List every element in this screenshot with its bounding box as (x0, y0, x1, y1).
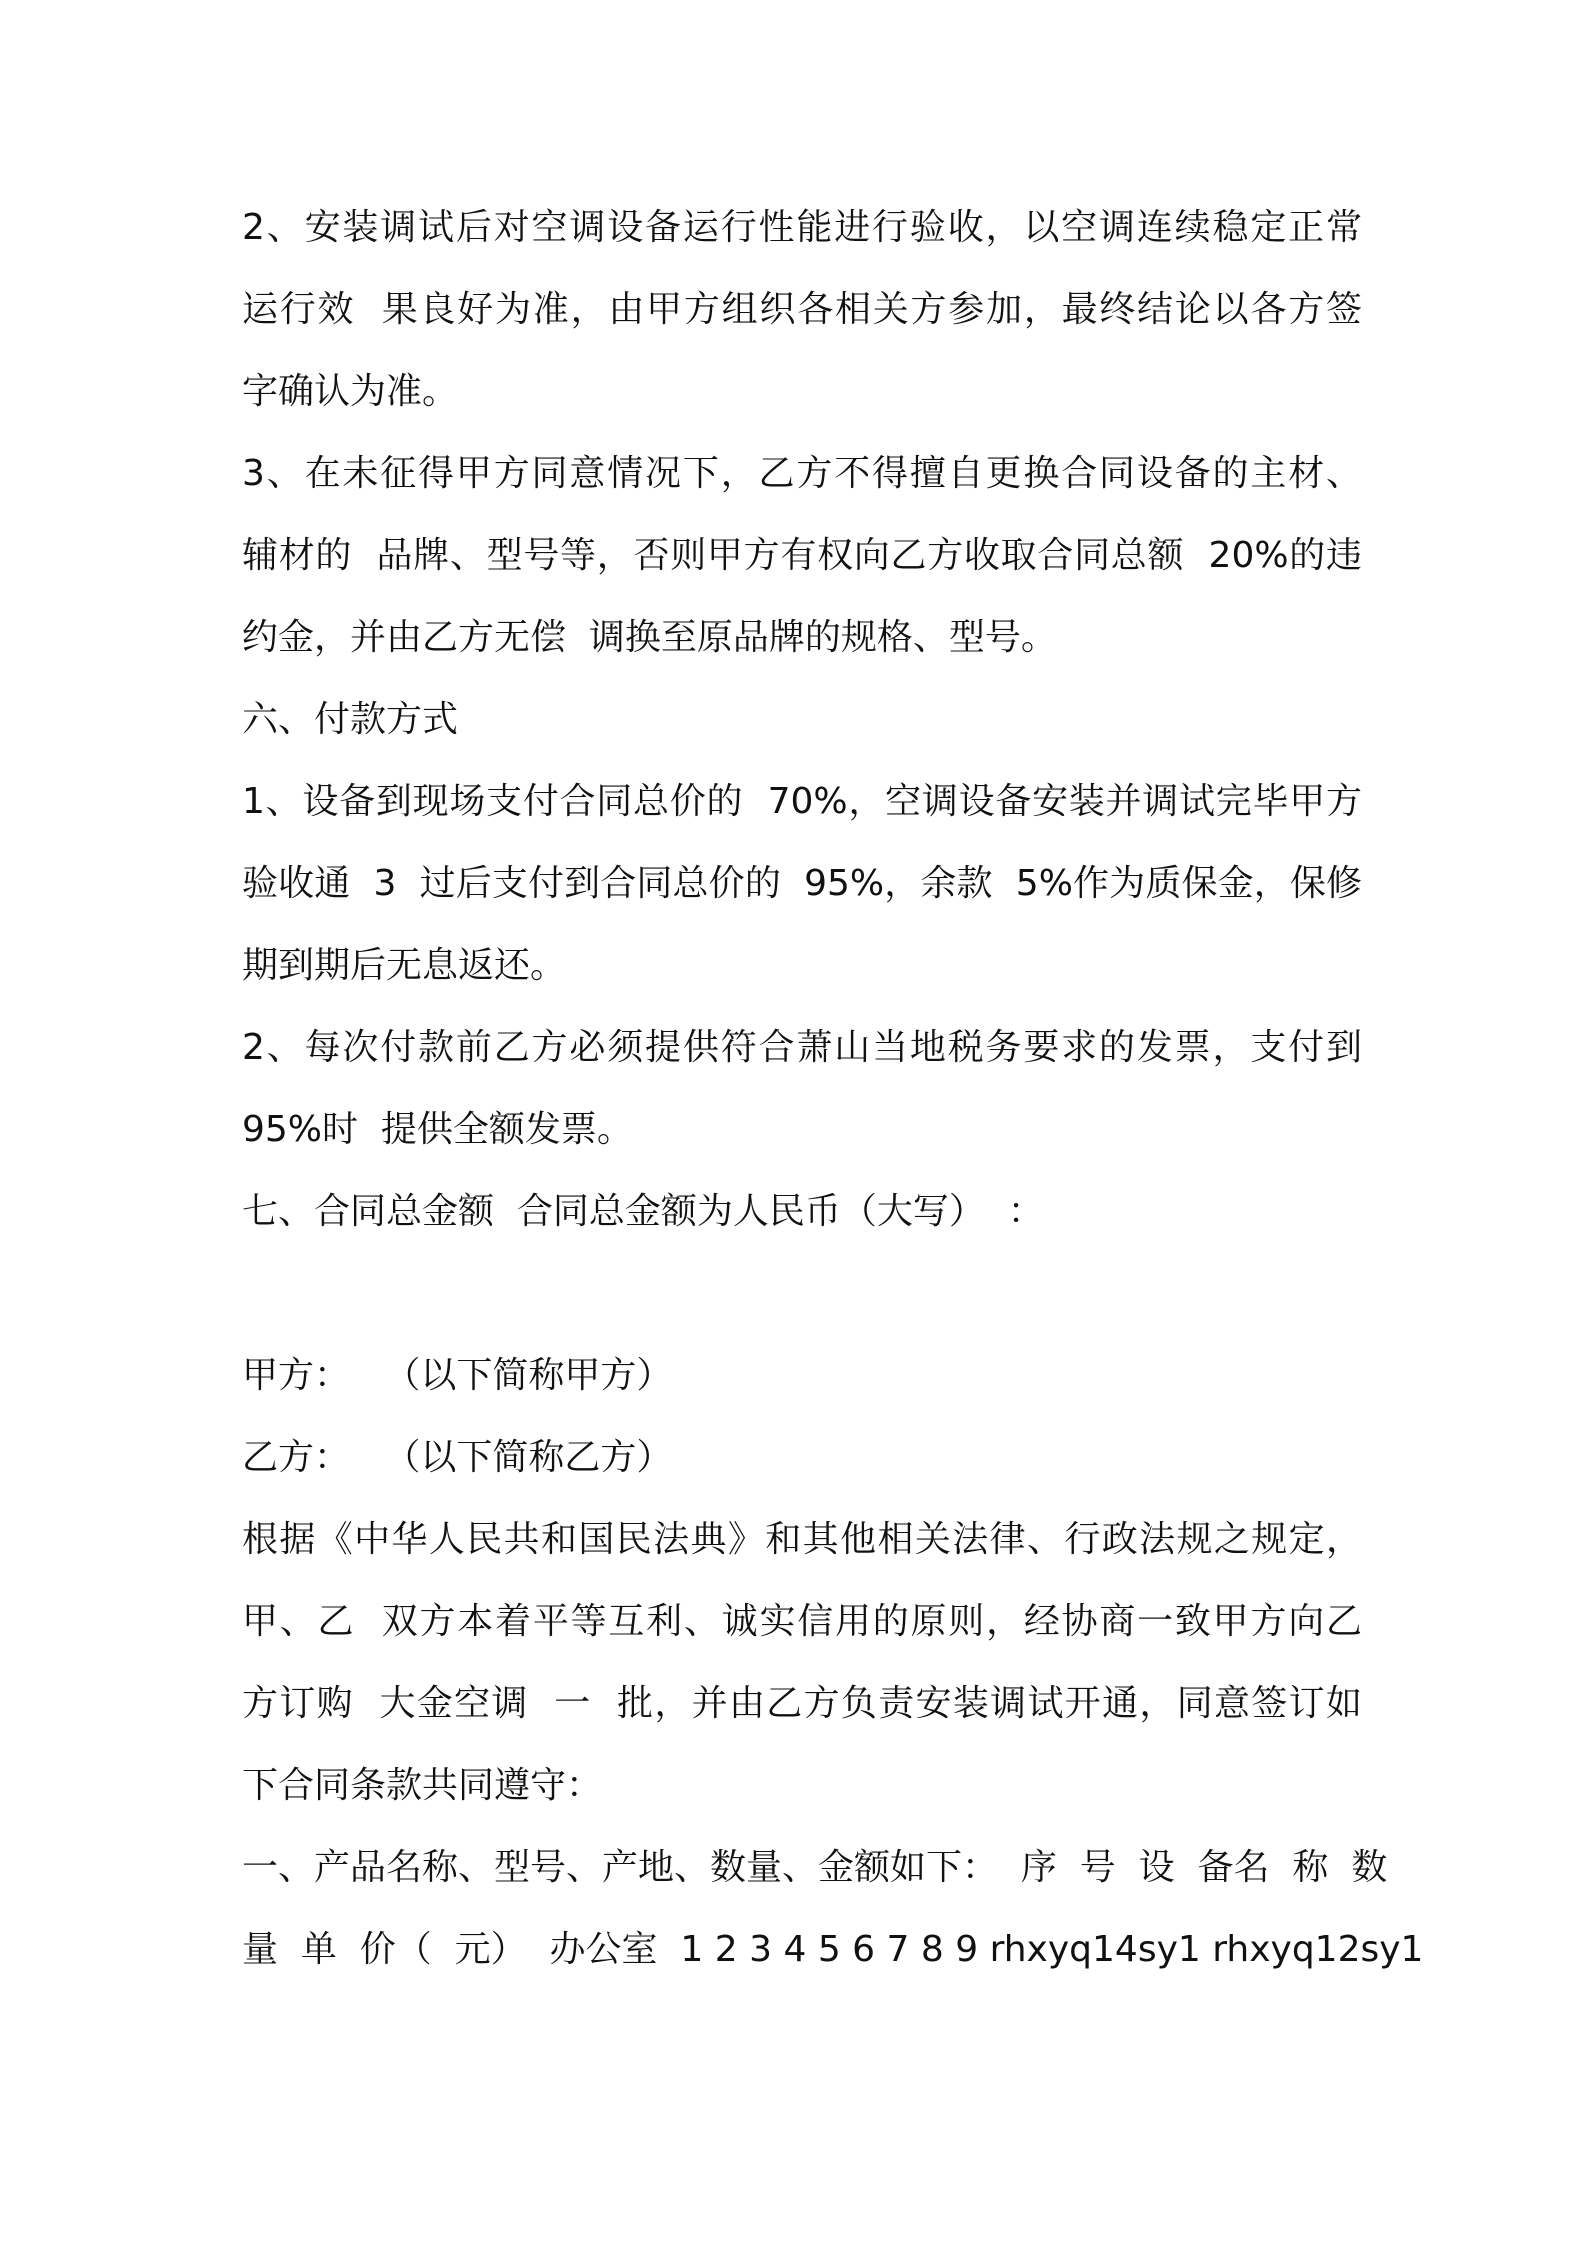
clause-5-3-line-1: 3、在未征得甲方同意情况下，乙方不得擅自更换合同设备的主材、 (242, 453, 1362, 494)
clause-6-2-line-1: 2、每次付款前乙方必须提供符合萧山当地税务要求的发票，支付到 (242, 1027, 1362, 1068)
clause-6-2-line-2: 95%时 提供全额发票。 (242, 1109, 633, 1150)
section-7-heading: 七、合同总金额 合同总金额为人民币（大写） ： (242, 1191, 1044, 1232)
clause-5-2-line-3: 字确认为准。 (242, 371, 459, 412)
preamble-line-4: 下合同条款共同遵守： (242, 1765, 603, 1806)
clause-6-1-line-1: 1、设备到现场支付合同总价的 70%，空调设备安装并调试完毕甲方 (242, 781, 1362, 822)
section-1-line-2: 量 单 价（ 元） 办公室 1 2 3 4 5 6 7 8 9 rhxyq14sy1 rhxyq12sy1 (242, 1929, 1424, 1970)
section-1-line-1: 一、产品名称、型号、产地、数量、金额如下： 序 号 设 备名 称 数 (242, 1847, 1388, 1888)
clause-5-2-line-1: 2、安装调试后对空调设备运行性能进行验收，以空调连续稳定正常 (242, 207, 1362, 248)
clause-6-1-line-3: 期到期后无息返还。 (242, 945, 567, 986)
section-6-heading: 六、付款方式 (242, 699, 459, 740)
preamble-line-3: 方订购 大金空调 一 批，并由乙方负责安装调试开通，同意签订如 (242, 1683, 1362, 1724)
clause-5-3-line-2: 辅材的 品牌、型号等，否则甲方有权向乙方收取合同总额 20%的违 (242, 535, 1362, 576)
preamble-line-1: 根据《中华人民共和国民法典》和其他相关法律、行政法规之规定， (242, 1519, 1362, 1560)
party-b-line: 乙方： （以下简称乙方） (242, 1437, 673, 1478)
clause-5-2-line-2: 运行效 果良好为准，由甲方组织各相关方参加，最终结论以各方签 (242, 289, 1362, 330)
preamble-line-2: 甲、乙 双方本着平等互利、诚实信用的原则，经协商一致甲方向乙 (242, 1601, 1362, 1642)
clause-6-1-line-2: 验收通 3 过后支付到合同总价的 95%，余款 5%作为质保金，保修 (242, 863, 1362, 904)
party-a-line: 甲方： （以下简称甲方） (242, 1355, 673, 1396)
clause-5-3-line-3: 约金，并由乙方无偿 调换至原品牌的规格、型号。 (242, 617, 1057, 658)
